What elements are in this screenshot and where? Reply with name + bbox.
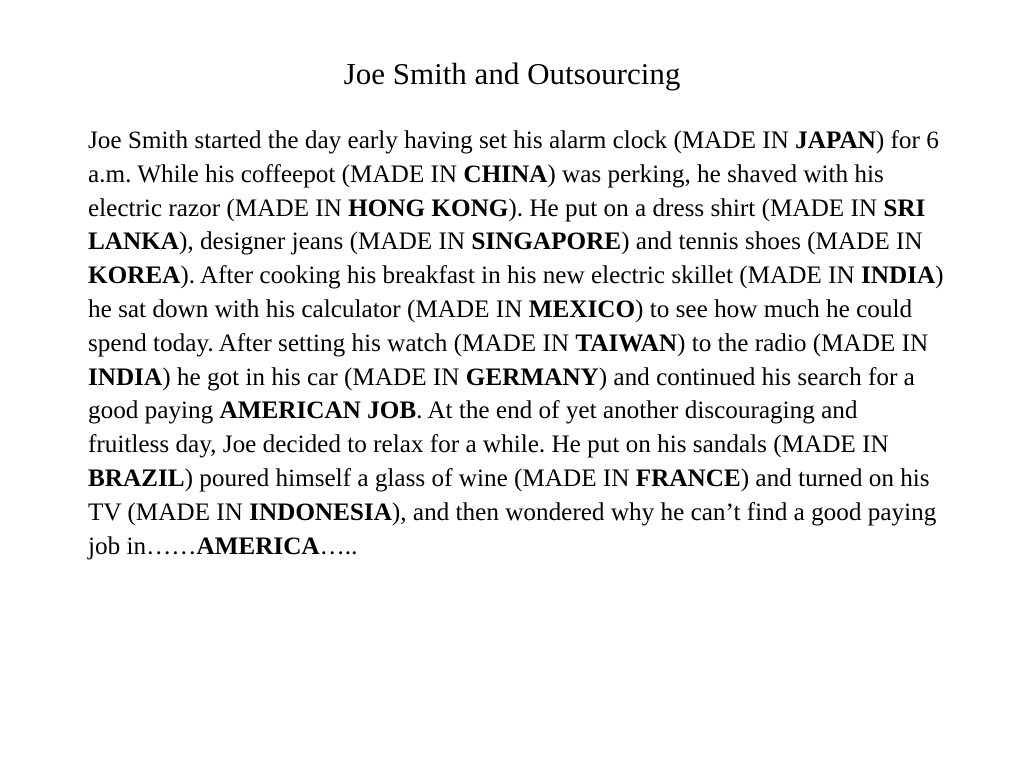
emphasized-text: INDIA (860, 262, 936, 290)
emphasized-text: SRI LANKA (88, 194, 932, 256)
emphasized-text: INDONESIA (249, 498, 392, 526)
body-text-segment: ) and tennis shoes (MADE IN (621, 228, 929, 256)
emphasized-text: GERMANY (465, 363, 599, 391)
body-text-segment: ) was perking, he shaved with his electric razor (MADE IN (88, 160, 891, 222)
emphasized-text: AMERICAN JOB (219, 397, 417, 425)
emphasized-text: CHINA (463, 160, 548, 188)
body-text-segment: ) to see how much he could spend today. After setting his watch (MADE IN (88, 295, 919, 357)
emphasized-text: JAPAN (795, 127, 876, 154)
body-text-segment: ) for 6 a.m. While his coffeepot (MADE IN (88, 127, 946, 188)
emphasized-text: KOREA (88, 262, 181, 290)
slide-body-paragraph (88, 124, 950, 563)
emphasized-text: AMERICA (196, 532, 320, 560)
emphasized-text: INDIA (88, 363, 163, 391)
body-text-segment: ). After cooking his breakfast in his new electric skillet (MADE IN (180, 262, 861, 290)
body-text-segment: ), and then wondered why he can’t find a good paying job in…… (88, 498, 943, 560)
body-text-segment: Joe Smith started the day early having set his alarm clock (MADE IN (88, 127, 796, 154)
body-text-segment: ), designer jeans (MADE IN (178, 228, 472, 256)
body-text-segment: ) he sat down with his calculator (MADE IN (88, 262, 950, 323)
emphasized-text: HONG KONG (348, 194, 509, 222)
body-text-segment: . At the end of yet another discouraging and fruitless day, Joe decided to relax for a while. He put on his sandals (MADE IN (88, 397, 895, 459)
slide-title: Joe Smith and Outsourcing (343, 56, 681, 91)
emphasized-text: TAIWAN (575, 329, 678, 357)
body-text-segment: ). He put on a dress shirt (MADE IN (508, 194, 884, 222)
body-text-segment: ) and turned on his TV (MADE IN (88, 464, 936, 526)
emphasized-text: BRAZIL (88, 464, 185, 492)
emphasized-text: MEXICO (528, 295, 636, 323)
body-text-segment: ) he got in his car (MADE IN (162, 363, 466, 391)
body-text-segment: ) and continued his search for a good paying (88, 363, 922, 425)
emphasized-text: SINGAPORE (471, 228, 622, 256)
body-text-segment: ….. (319, 532, 358, 560)
body-text-segment: ) to the radio (MADE IN (677, 329, 935, 357)
body-text-segment: ) poured himself a glass of wine (MADE IN (184, 464, 636, 492)
emphasized-text: FRANCE (635, 464, 741, 492)
